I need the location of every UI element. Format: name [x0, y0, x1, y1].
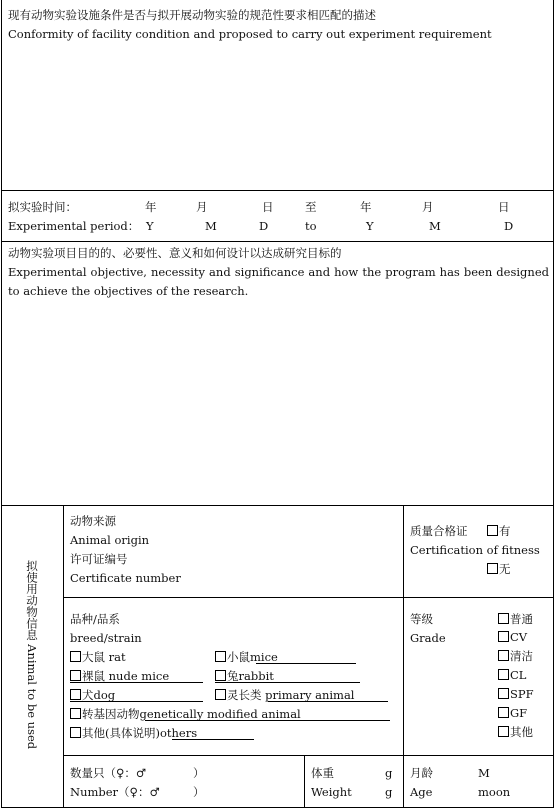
age-unit-cn: M: [478, 766, 490, 780]
checkbox-icon: [70, 727, 81, 738]
checkbox-icon: [70, 670, 81, 681]
period-en-day-start: D: [259, 219, 269, 233]
divider: [1, 241, 554, 242]
checkbox-icon: [215, 689, 226, 700]
strain-label-en: breed/strain: [70, 631, 142, 645]
others-underline: [172, 739, 254, 740]
origin-label-cn: 动物来源: [70, 514, 116, 528]
period-en-month-start: M: [205, 219, 217, 233]
age-label-en: Age: [410, 785, 433, 799]
primate-underline: [268, 701, 388, 702]
mice-underline: [256, 663, 356, 664]
period-cn-month-end: 月: [422, 200, 434, 214]
divider: [63, 755, 554, 756]
period-cn-day-end: 日: [498, 200, 510, 214]
divider: [1, 505, 554, 506]
license-label-en: Certificate number: [70, 571, 181, 585]
grade-option-checkbox[interactable]: 普通: [498, 612, 533, 626]
period-en-month-end: M: [429, 219, 441, 233]
grade-option-checkbox[interactable]: 清洁: [498, 649, 533, 663]
number-close-cn: ）: [193, 766, 205, 780]
period-en-year-end: Y: [366, 219, 374, 233]
period-cn-day-start: 日: [262, 200, 274, 214]
divider: [403, 755, 404, 808]
checkbox-icon: [215, 670, 226, 681]
fitness-label-en: Certification of fitness: [410, 543, 540, 557]
fitness-no-checkbox[interactable]: 无: [487, 562, 511, 576]
weight-unit-cn: g: [385, 766, 393, 780]
checkbox-icon: [487, 525, 498, 536]
weight-unit-en: g: [385, 785, 393, 799]
fitness-yes-checkbox[interactable]: 有: [487, 524, 511, 538]
checkbox-icon: [70, 689, 81, 700]
objective-label-en: Experimental objective, necessity and significance and how the program has been designed to achieve the objectives of the research.: [8, 265, 549, 298]
checkbox-icon: [498, 613, 509, 624]
weight-label-cn: 体重: [311, 766, 334, 780]
strain-mice-checkbox[interactable]: 小鼠mice: [215, 650, 278, 664]
strain-dog-checkbox[interactable]: 犬dog: [70, 688, 115, 702]
facility-label-en: Conformity of facility condition and proposed to carry out experiment requirement: [8, 27, 492, 41]
rabbit-underline: [215, 682, 360, 683]
strain-rat-checkbox[interactable]: 大鼠 rat: [70, 650, 126, 664]
age-label-cn: 月龄: [410, 766, 433, 780]
divider: [63, 505, 64, 808]
checkbox-icon: [498, 669, 509, 680]
period-label-en: Experimental period：: [8, 219, 140, 233]
gm-underline: [145, 720, 390, 721]
checkbox-icon: [70, 708, 81, 719]
period-cn-year-end: 年: [360, 200, 372, 214]
number-close-en: ）: [193, 785, 205, 799]
strain-rabbit-checkbox[interactable]: 兔rabbit: [215, 669, 274, 683]
grade-option-checkbox[interactable]: GF: [498, 706, 527, 720]
checkbox-icon: [498, 650, 509, 661]
license-label-cn: 许可证编号: [70, 552, 128, 566]
animal-section-vertical-label: 拟使用动物信息 Animal to be used: [25, 560, 39, 750]
checkbox-icon: [498, 707, 509, 718]
strain-primate-checkbox[interactable]: 灵长类 primary animal: [215, 688, 354, 702]
divider: [63, 597, 554, 598]
checkbox-icon: [498, 631, 509, 642]
period-cn-year-start: 年: [145, 200, 157, 214]
checkbox-icon: [70, 651, 81, 662]
strain-nude-checkbox[interactable]: 裸鼠 nude mice: [70, 669, 169, 683]
grade-label-cn: 等级: [410, 612, 433, 626]
age-unit-en: moon: [478, 785, 511, 799]
fitness-label-cn: 质量合格证: [410, 524, 468, 538]
period-cn-to: 至: [305, 200, 317, 214]
facility-description-area[interactable]: [8, 46, 546, 188]
grade-option-checkbox[interactable]: CV: [498, 630, 527, 644]
period-en-day-end: D: [504, 219, 514, 233]
checkbox-icon: [498, 726, 509, 737]
objective-description-area[interactable]: [8, 305, 546, 500]
checkbox-icon: [215, 651, 226, 662]
grade-option-checkbox[interactable]: CL: [498, 668, 526, 682]
grade-option-checkbox[interactable]: 其他: [498, 725, 533, 739]
divider: [403, 505, 404, 755]
checkbox-icon: [487, 563, 498, 574]
grade-option-checkbox[interactable]: SPF: [498, 687, 534, 701]
period-label-cn: 拟实验时间：: [8, 200, 77, 214]
objective-label-cn: 动物实验项目目的的、必要性、意义和如何设计以达成研究目标的: [8, 246, 342, 260]
weight-label-en: Weight: [311, 785, 352, 799]
dog-underline: [70, 701, 203, 702]
checkbox-icon: [498, 688, 509, 699]
divider: [1, 190, 554, 191]
number-label-en: Number（♀：♂: [70, 785, 160, 799]
period-cn-month-start: 月: [196, 200, 208, 214]
strain-label-cn: 品种/品系: [70, 612, 120, 626]
grade-label-en: Grade: [410, 631, 446, 645]
period-en-to: to: [305, 219, 317, 233]
number-label-cn: 数量只（♀：♂: [70, 766, 147, 780]
origin-label-en: Animal origin: [70, 533, 150, 547]
strain-others-checkbox[interactable]: 其他(具体说明)others: [70, 726, 197, 740]
strain-gm-checkbox[interactable]: 转基因动物genetically modified animal: [70, 707, 301, 721]
nude-underline: [70, 682, 203, 683]
facility-label-cn: 现有动物实验设施条件是否与拟开展动物实验的规范性要求相匹配的描述: [8, 8, 376, 22]
period-en-year-start: Y: [146, 219, 154, 233]
divider: [304, 755, 305, 808]
